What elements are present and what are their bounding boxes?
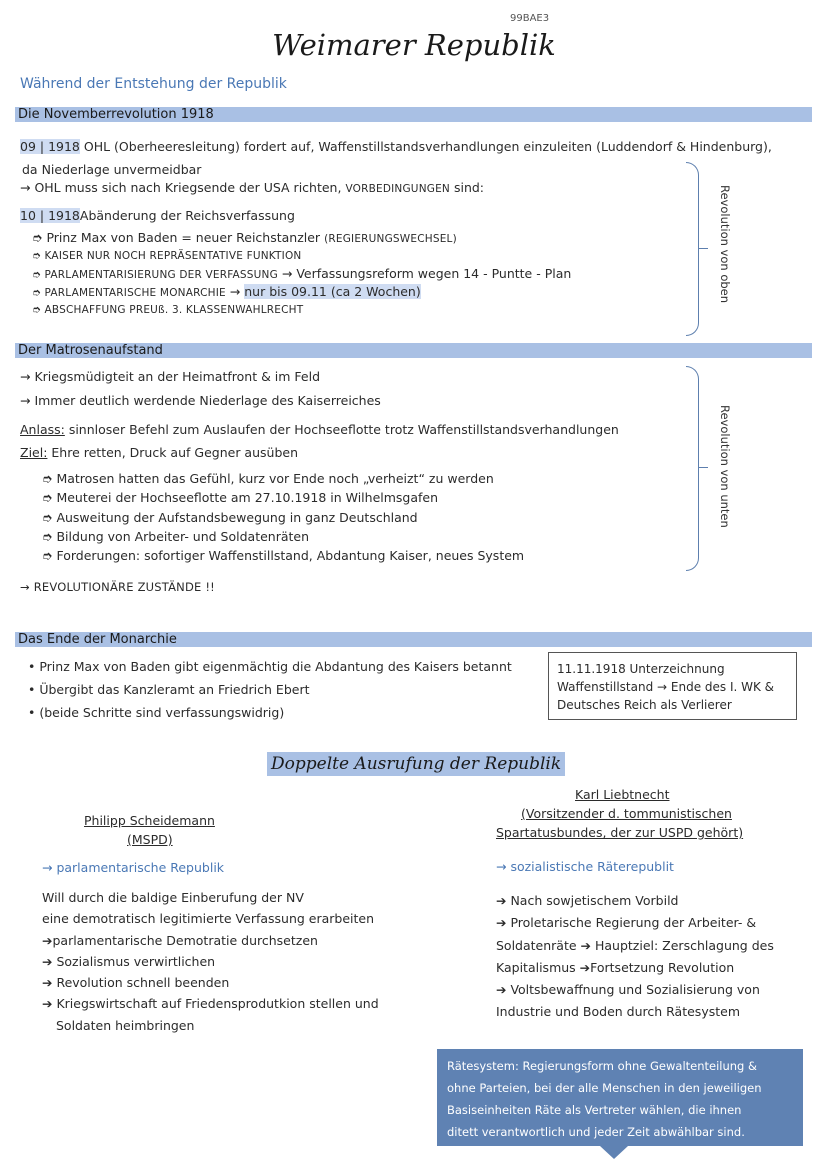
s1-bullet-0-a: ➮ Prinz Max von Baden = neuer Reichstanzler [32, 230, 325, 245]
callout-line-0: Rätesystem: Regierungsform ohne Gewaltenteilung & [447, 1059, 757, 1073]
s2-bullet-3: ➮ Bildung von Arbeiter- und Soldatenräten [42, 529, 310, 544]
right-line-2: Soldatenräte ➔ Hauptziel: Zerschlagung des [496, 938, 774, 953]
right-line-3: Kapitalismus ➔Fortsetzung Revolution [496, 960, 735, 975]
right-line-0: ➔ Nach sowjetischem Vorbild [496, 893, 679, 908]
s1-date2: 10 | 1918 [20, 208, 80, 223]
section-heading-ende-monarchie: Das Ende der Monarchie [15, 632, 812, 647]
s1-bullet-1: ➮ KAISER NUR NOCH REPRÄSENTATIVE FUNKTION [32, 250, 302, 262]
s2-bullet-1: ➮ Meuterei der Hochseeflotte am 27.10.1918 in Wilhelmsgafen [42, 490, 439, 505]
left-party: (MSPD) [127, 832, 173, 847]
left-line-0: Will durch die baldige Einberufung der NV [42, 890, 304, 905]
s2-anlass [20, 422, 619, 437]
s2-bullet-2: ➮ Ausweitung der Aufstandsbewegung in ganz Deutschland [42, 510, 418, 525]
section-heading-novemberrevolution: Die Novemberrevolution 1918 [15, 107, 812, 122]
right-type: → sozialistische Räterepublit [496, 859, 674, 874]
page-title: Weimarer Republik [272, 28, 556, 62]
s1-bullet-4: ➮ ABSCHAFFUNG PREUß. 3. KLASSENWAHLRECHT [32, 304, 304, 316]
s1-line4 [20, 208, 295, 223]
s2-anlass-text: sinnloser Befehl zum Auslaufen der Hochseeflotte trotz Waffenstillstandsverhandlungen [64, 422, 619, 437]
left-type: → parlamentarische Republik [42, 860, 225, 875]
s2-anlass-label: Anlass: [20, 422, 65, 437]
callout-line-3: ditett verantwortlich und jeder Zeit abwählbar sind. [447, 1125, 745, 1139]
left-line-4: ➔ Revolution schnell beenden [42, 975, 230, 990]
callout-pointer [600, 1146, 628, 1159]
s3-bullet-2: • (beide Schritte sind verfassungswidrig) [28, 705, 285, 720]
raetesystem-callout [437, 1049, 803, 1146]
s2-conclusion: → REVOLUTIONÄRE ZUSTÄNDE !! [20, 580, 215, 594]
right-line-5: Industrie und Boden durch Rätesystem [496, 1004, 740, 1019]
s3-bullet-1: • Übergibt das Kanzleramt an Friedrich Ebert [28, 682, 310, 697]
s1-line1 [20, 139, 772, 154]
s2-ziel-label: Ziel: [20, 445, 48, 460]
document-tag: 99BAE3 [510, 13, 550, 24]
left-line-6: Soldaten heimbringen [56, 1018, 195, 1033]
s1-bullet-2-b: ➮ PARLAMENTARISIERUNG DER VERFASSUNG [32, 269, 278, 281]
s1-line4-text: Abänderung der Reichsverfassung [79, 208, 295, 223]
left-line-1: eine demotratisch legitimierte Verfassung erarbeiten [42, 911, 375, 926]
s1-bullet-0-b: (REGIERUNGSWECHSEL) [324, 233, 457, 245]
s2-brace [686, 366, 699, 571]
right-line-4: ➔ Voltsbewaffnung und Sozialisierung von [496, 982, 760, 997]
waffenstillstand-box [548, 652, 797, 720]
box-line-1: Waffenstillstand → Ende des I. WK & [557, 680, 775, 694]
s2-ziel [20, 445, 298, 460]
right-name: Karl Liebtnecht [575, 787, 670, 802]
s1-bullet-3-b: ➮ PARLAMENTARISCHE MONARCHIE [32, 287, 226, 299]
right-desc1: (Vorsitzender d. tommunistischen [521, 806, 732, 821]
s1-line3-a: → OHL muss sich nach Kriegsende der USA richten, [20, 180, 346, 195]
s1-line3-b: VORBEDINGUNGEN [345, 183, 450, 195]
callout-line-1: ohne Parteien, bei der alle Menschen in den jeweiligen [447, 1081, 762, 1095]
page-subtitle: Während der Entstehung der Republik [20, 76, 287, 92]
s1-brace [686, 162, 699, 336]
s2-line1: → Kriegsmüdigteit an der Heimatfront & im Feld [20, 369, 321, 384]
s1-line2: da Niederlage unvermeidbar [22, 162, 202, 177]
left-line-3: ➔ Sozialismus verwirtlichen [42, 954, 216, 969]
s1-brace-peak [698, 248, 708, 249]
s1-bullet-3-d: nur bis 09.11 (ca 2 Wochen) [244, 284, 421, 299]
s1-date1: 09 | 1918 [20, 139, 80, 154]
s2-bullet-4: ➮ Forderungen: sofortiger Waffenstillstand, Abdantung Kaiser, neues System [42, 548, 525, 563]
s1-line3 [20, 180, 484, 195]
s1-side-label: Revolution von oben [718, 185, 732, 304]
s2-side-label: Revolution von unten [718, 405, 732, 528]
s1-bullet-0 [32, 230, 457, 245]
s2-line2: → Immer deutlich werdende Niederlage des Kaiserreiches [20, 393, 381, 408]
s1-bullet-3-c: → [225, 284, 245, 299]
right-desc2: Spartatusbundes, der zur USPD gehört) [496, 825, 744, 840]
s2-ziel-text: Ehre retten, Druck auf Gegner ausüben [47, 445, 298, 460]
s1-bullet-3 [32, 284, 421, 299]
section-heading-doppelte-ausrufung: Doppelte Ausrufung der Republik [267, 752, 565, 776]
callout-line-2: Basiseinheiten Räte als Vertreter wählen, die ihnen [447, 1103, 742, 1117]
left-name: Philipp Scheidemann [84, 813, 215, 828]
section-heading-matrosenaufstand: Der Matrosenaufstand [15, 343, 812, 358]
s2-bullet-0: ➮ Matrosen hatten das Gefühl, kurz vor Ende noch „verheizt“ zu werden [42, 471, 494, 486]
s1-bullet-2-c: → Verfassungsreform wegen 14 - Puntte - Plan [277, 266, 572, 281]
s2-brace-peak [698, 467, 708, 468]
right-line-1: ➔ Proletarische Regierung der Arbeiter- & [496, 915, 757, 930]
s3-bullet-0: • Prinz Max von Baden gibt eigenmächtig die Abdantung des Kaisers betannt [28, 659, 512, 674]
box-line-2: Deutsches Reich als Verlierer [557, 698, 732, 712]
s1-line1-text: OHL (Oberheeresleitung) fordert auf, Waffenstillstandsverhandlungen einzuleiten (Luddendorf & Hindenburg), [83, 139, 772, 154]
left-line-2: ➔parlamentarische Demotratie durchsetzen [42, 933, 318, 948]
s1-bullet-2 [32, 266, 571, 281]
left-line-5: ➔ Kriegswirtschaft auf Friedensprodutkion stellen und [42, 996, 379, 1011]
box-line-0: 11.11.1918 Unterzeichnung [557, 662, 725, 676]
s1-line3-c: sind: [449, 180, 485, 195]
